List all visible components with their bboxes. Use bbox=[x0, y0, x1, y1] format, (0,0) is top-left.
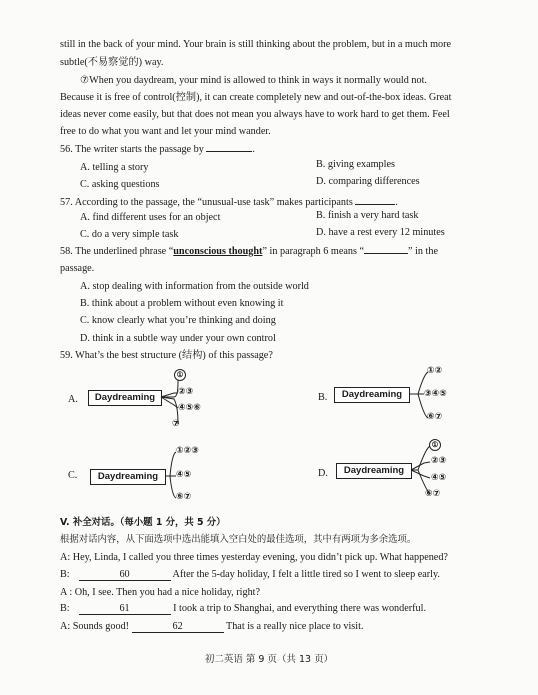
option[interactable]: C. asking questions bbox=[80, 179, 160, 190]
option[interactable]: B. giving examples bbox=[316, 159, 395, 170]
daydreaming-box: Daydreaming bbox=[334, 387, 410, 403]
node-circles: ⑥⑦ bbox=[176, 492, 192, 502]
node-circles: ②③ bbox=[431, 456, 447, 466]
node-circles: ④⑤ bbox=[176, 470, 192, 480]
question-stem-end: . bbox=[395, 197, 398, 208]
question-stem-end: ” in the bbox=[407, 246, 438, 257]
question-56 bbox=[60, 143, 255, 156]
underlined-phrase: unconscious thought bbox=[173, 246, 263, 257]
node-circles: ④⑤⑥ bbox=[178, 403, 201, 413]
answer-blank[interactable] bbox=[206, 151, 252, 152]
question-stem-mid: ” in paragraph 6 means “ bbox=[262, 246, 364, 257]
daydreaming-box: Daydreaming bbox=[336, 463, 412, 479]
dialog-text: I took a trip to Shanghai, and everything there was wonderful. bbox=[173, 603, 427, 614]
dialog-text: After the 5-day holiday, I felt a little tired so I went to sleep early. bbox=[172, 569, 440, 580]
dialog-line bbox=[60, 586, 260, 599]
dialog-text: Sounds good! bbox=[72, 621, 130, 632]
speaker: A: bbox=[60, 552, 71, 563]
node-circles: ②③ bbox=[178, 387, 194, 397]
diagram-connectors bbox=[314, 436, 494, 506]
option[interactable]: A. telling a story bbox=[80, 162, 149, 173]
question-58 bbox=[60, 245, 438, 258]
daydreaming-box: Daydreaming bbox=[88, 390, 162, 406]
node-circles: ⑥⑦ bbox=[425, 489, 441, 499]
option[interactable]: B. think about a problem without even knowing it bbox=[80, 298, 284, 309]
speaker: A: bbox=[60, 621, 71, 632]
question-59: 59. What’s the best structure (结构) of this passage? bbox=[60, 350, 273, 361]
answer-blank-62[interactable]: 62 bbox=[132, 621, 224, 633]
option[interactable]: A. stop dealing with information from the outside world bbox=[80, 281, 309, 292]
dialog-line bbox=[60, 620, 363, 633]
option[interactable]: C. know clearly what you’re thinking and doing bbox=[80, 315, 276, 326]
page-footer: 初二英语 第 9 页（共 13 页） bbox=[204, 654, 334, 665]
diagram-label: C. bbox=[68, 470, 78, 481]
section-instruction: 根据对话内容，从下面选项中选出能填入空白处的最佳选项，其中有两项为多余选项。 bbox=[60, 534, 417, 545]
question-stem: 57. According to the passage, the “unusual-use task” makes participants bbox=[60, 197, 353, 208]
node-circles: ① bbox=[174, 369, 186, 381]
diagram-option-a[interactable] bbox=[62, 366, 242, 436]
speaker: A : bbox=[60, 587, 73, 598]
dialog-line bbox=[60, 602, 426, 615]
daydreaming-box: Daydreaming bbox=[90, 469, 166, 485]
speaker: B: bbox=[60, 603, 70, 614]
diagram-label: B. bbox=[318, 392, 328, 403]
question-stem-end: . bbox=[252, 144, 255, 155]
diagram-connectors bbox=[62, 444, 242, 506]
passage-line: Because it is free of control(控制), it can create completely new and out-of-the-box ideas. Great bbox=[60, 92, 452, 103]
dialog-text: Oh, I see. Then you had a nice holiday, right? bbox=[74, 587, 261, 598]
section-heading: V. 补全对话。（每小题 1 分，共 5 分） bbox=[60, 517, 226, 528]
answer-blank-60[interactable]: 60 bbox=[79, 569, 171, 581]
passage-line: subtle(不易察觉的) way. bbox=[60, 57, 164, 68]
diagram-option-d[interactable] bbox=[314, 436, 494, 506]
question-57 bbox=[60, 196, 398, 209]
diagram-option-c[interactable] bbox=[62, 444, 242, 506]
node-circles: ①②③ bbox=[176, 446, 199, 456]
answer-blank-61[interactable]: 61 bbox=[79, 603, 171, 615]
node-circles: ④⑤ bbox=[431, 473, 447, 483]
diagram-label: D. bbox=[318, 468, 328, 479]
dialog-line bbox=[60, 568, 440, 581]
node-circles: ③④⑤ bbox=[424, 389, 447, 399]
diagram-connectors bbox=[62, 366, 242, 436]
diagram-connectors bbox=[314, 364, 494, 434]
passage-line: free to do what you want and let your mind wander. bbox=[60, 126, 271, 137]
passage-line: ideas never come easily, but that does not mean you always have to work hard to get them. Feel bbox=[60, 109, 450, 120]
option[interactable]: C. do a very simple task bbox=[80, 229, 179, 240]
question-stem-line2: passage. bbox=[60, 263, 95, 274]
option[interactable]: B. finish a very hard task bbox=[316, 210, 419, 221]
answer-blank[interactable] bbox=[364, 253, 408, 254]
option[interactable]: D. have a rest every 12 minutes bbox=[316, 227, 445, 238]
node-circles: ⑦ bbox=[172, 419, 180, 429]
dialog-text: That is a really nice place to visit. bbox=[225, 621, 364, 632]
option[interactable]: A. find different uses for an object bbox=[80, 212, 221, 223]
question-stem: 56. The writer starts the passage by bbox=[60, 144, 204, 155]
diagram-option-b[interactable] bbox=[314, 364, 494, 434]
option[interactable]: D. comparing differences bbox=[316, 176, 420, 187]
node-circles: ①② bbox=[427, 366, 443, 376]
speaker: B: bbox=[60, 569, 70, 580]
dialog-line bbox=[60, 551, 448, 564]
passage-line: ⑦When you daydream, your mind is allowed to think in ways it normally would not. bbox=[80, 75, 427, 86]
diagram-label: A. bbox=[68, 394, 78, 405]
passage-line: still in the back of your mind. Your brain is still thinking about the problem, but in a much more bbox=[60, 39, 452, 50]
question-stem: 58. The underlined phrase “ bbox=[60, 246, 174, 257]
node-circles: ⑥⑦ bbox=[427, 412, 443, 422]
option[interactable]: D. think in a subtle way under your own control bbox=[80, 333, 276, 344]
node-circles: ① bbox=[429, 439, 441, 451]
dialog-text: Hey, Linda, I called you three times yesterday evening, you didn’t pick up. What happened? bbox=[72, 552, 448, 563]
answer-blank[interactable] bbox=[355, 204, 395, 205]
